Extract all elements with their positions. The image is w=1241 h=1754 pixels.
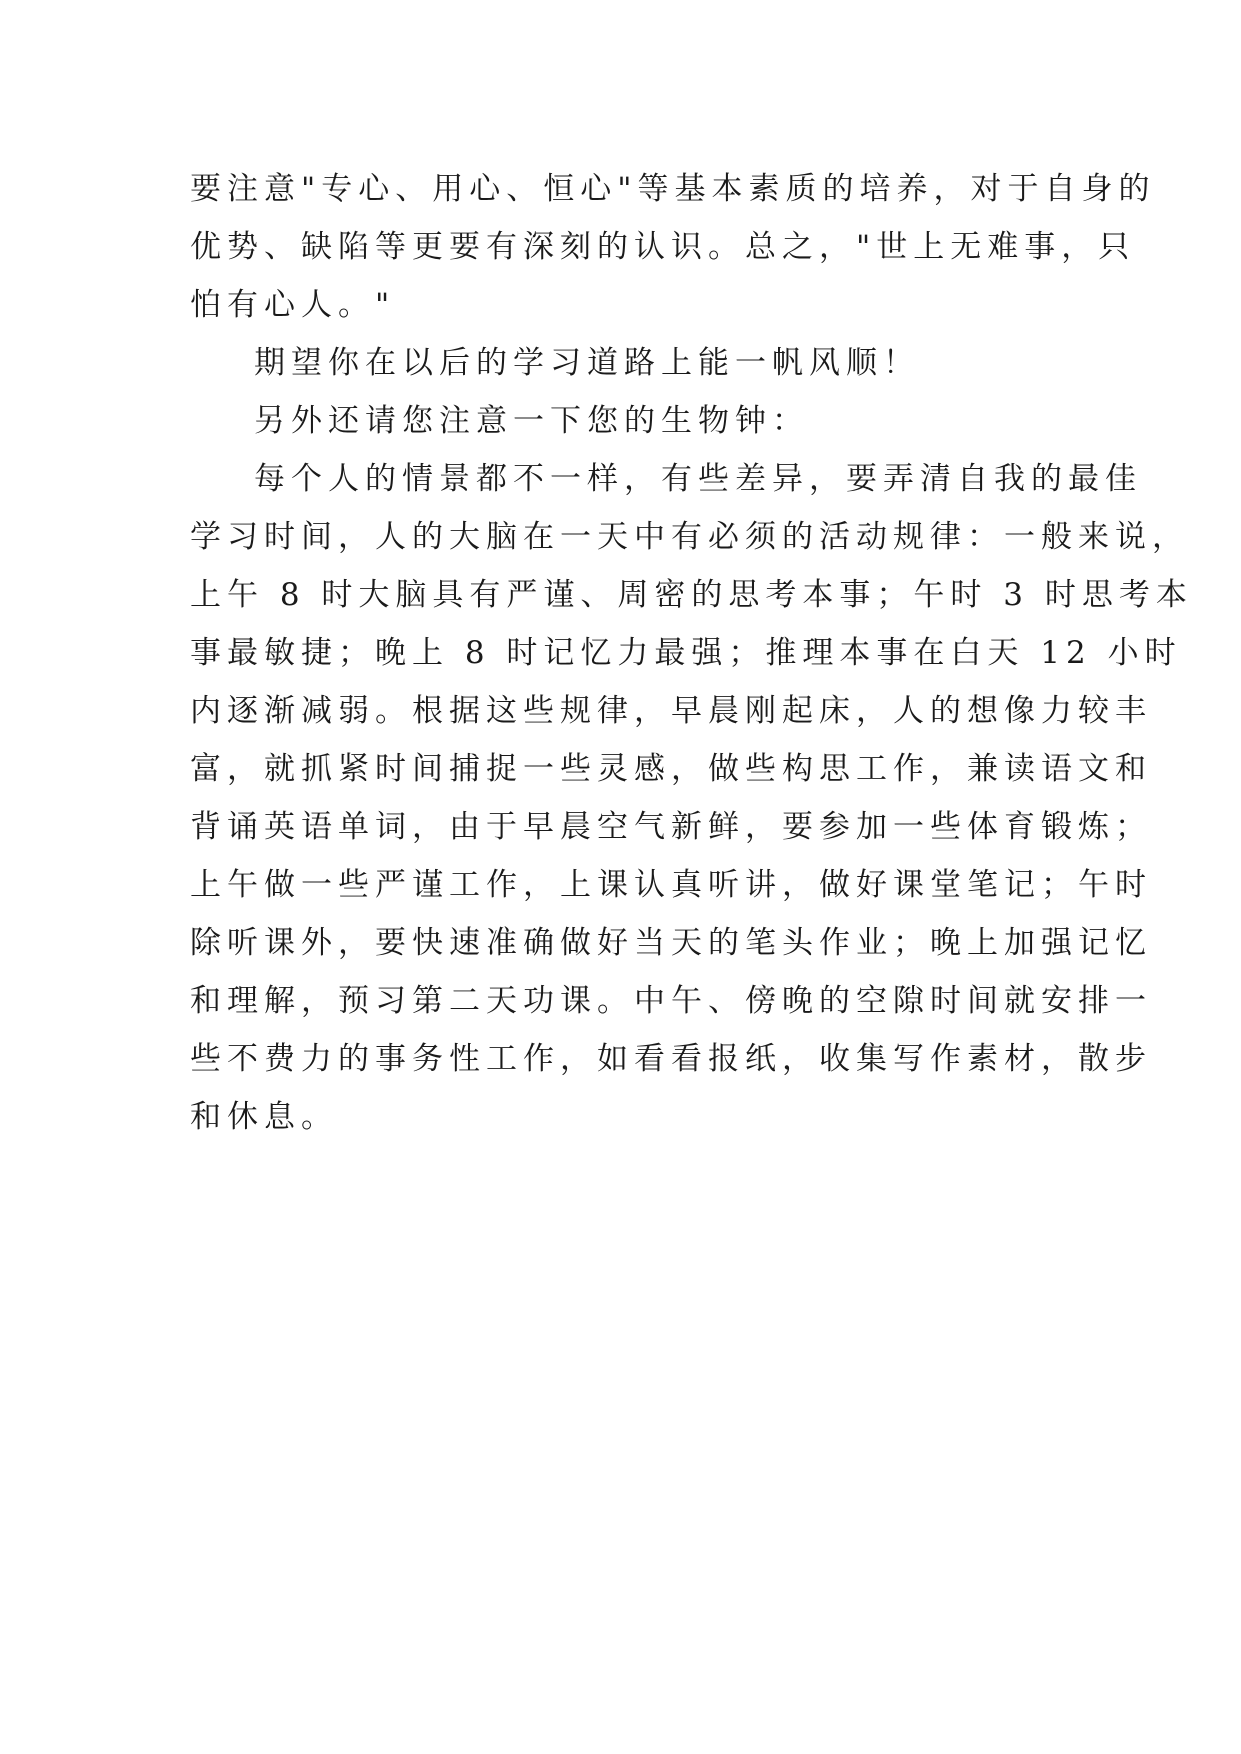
text-line: 优势、缺陷等更要有深刻的认识。总之，"世上无难事，只 [190, 229, 1136, 265]
text-line: 和理解，预习第二天功课。中午、傍晚的空隙时间就安排一 [190, 983, 1152, 1019]
paragraph-3 [190, 392, 1070, 450]
paragraph-4 [190, 450, 1193, 1146]
paragraph-2 [190, 334, 1070, 392]
document-body [190, 160, 1193, 1146]
text-line: 些不费力的事务性工作，如看看报纸，收集写作素材，散步 [190, 1041, 1152, 1077]
paragraph-1 [190, 160, 1156, 334]
text-line: 期望你在以后的学习道路上能一帆风顺！ [254, 345, 920, 381]
text-line: 上午做一些严谨工作，上课认真听讲，做好课堂笔记；午时 [190, 867, 1152, 903]
text-line: 要注意"专心、用心、恒心"等基本素质的培养，对于自身的 [190, 171, 1156, 207]
text-line: 背诵英语单词，由于早晨空气新鲜，要参加一些体育锻炼； [190, 809, 1152, 845]
text-line: 和休息。 [190, 1099, 338, 1135]
text-line: 学习时间，人的大脑在一天中有必须的活动规律：一般来说， [190, 519, 1189, 555]
text-line: 富，就抓紧时间捕捉一些灵感，做些构思工作，兼读语文和 [190, 751, 1152, 787]
text-line: 内逐渐减弱。根据这些规律，早晨刚起床，人的想像力较丰 [190, 693, 1152, 729]
text-line: 怕有心人。" [190, 287, 396, 323]
text-line: 每个人的情景都不一样，有些差异，要弄清自我的最佳 [254, 461, 1142, 497]
text-line: 上午 8 时大脑具有严谨、周密的思考本事；午时 3 时思考本 [190, 577, 1193, 613]
text-line: 除听课外，要快速准确做好当天的笔头作业；晚上加强记忆 [190, 925, 1152, 961]
text-line: 事最敏捷；晚上 8 时记忆力最强；推理本事在白天 12 小时 [190, 635, 1182, 671]
text-line: 另外还请您注意一下您的生物钟： [254, 403, 809, 439]
